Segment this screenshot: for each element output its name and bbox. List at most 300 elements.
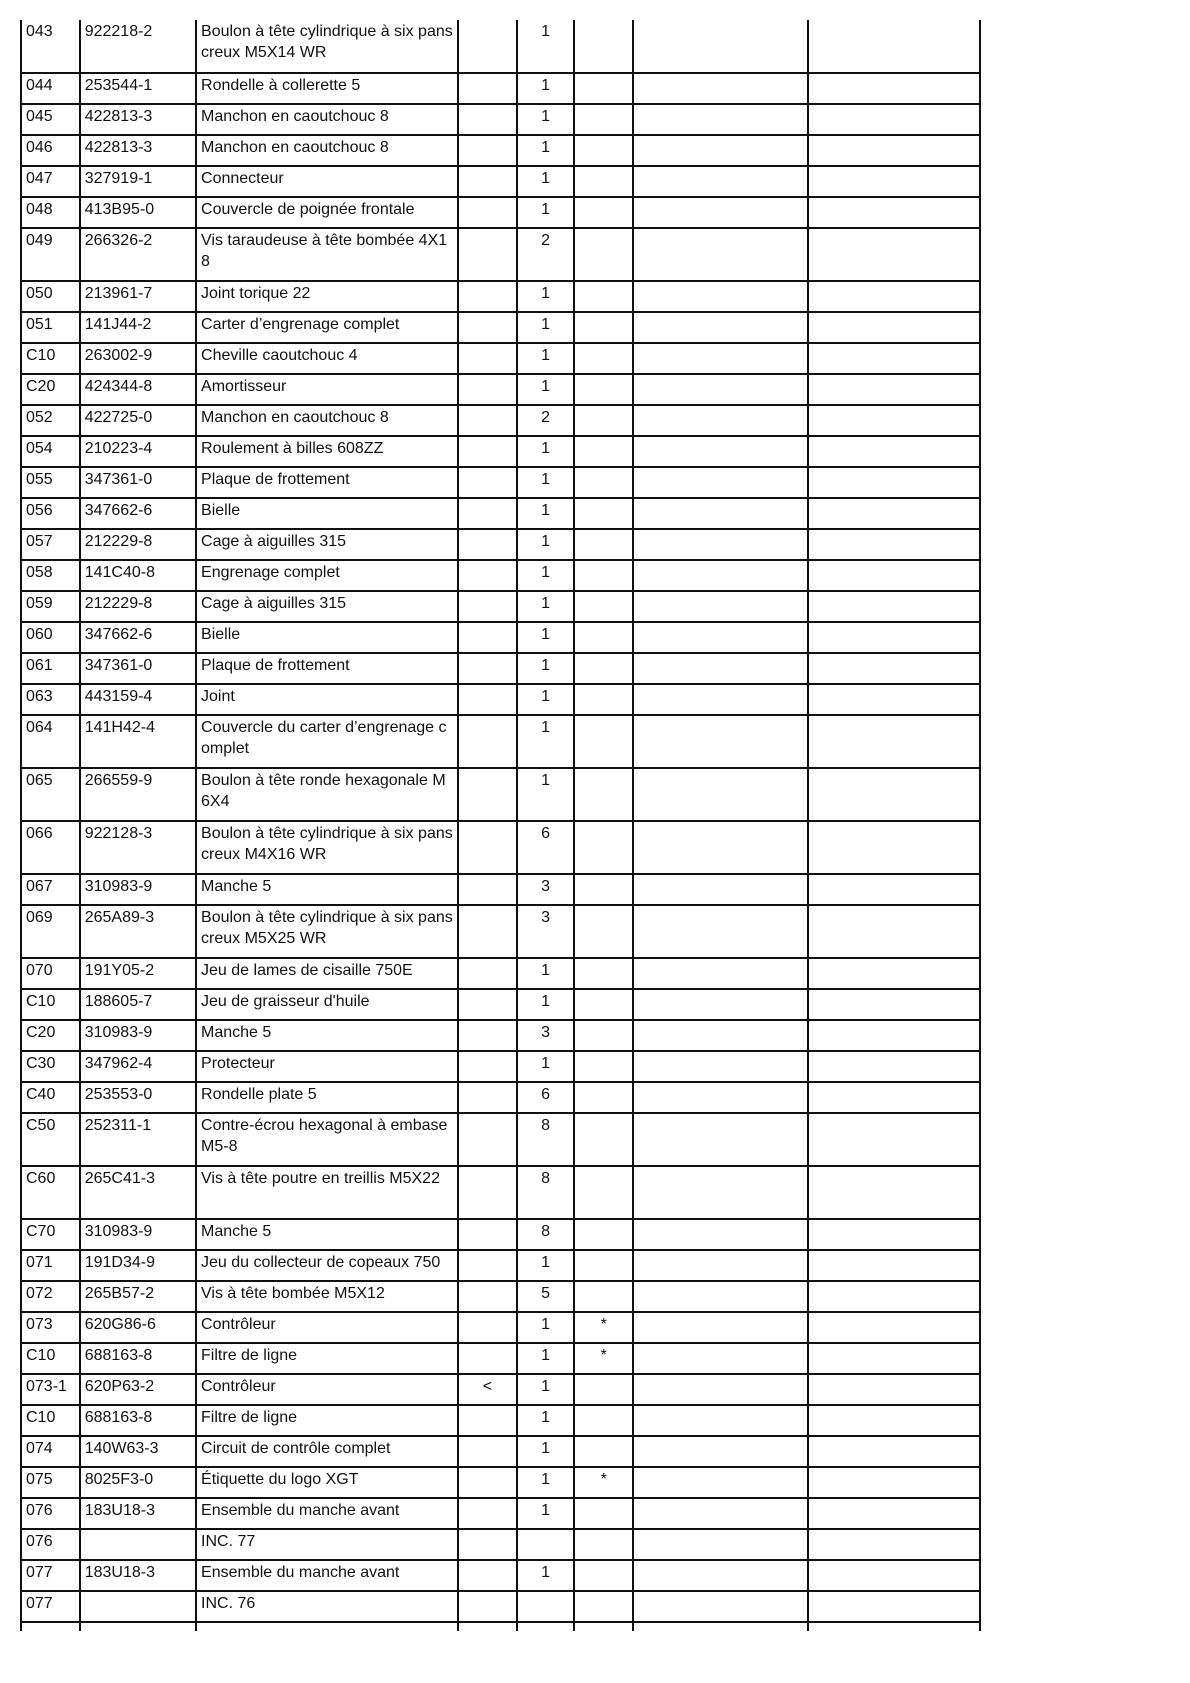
item-number-cell: 048	[21, 197, 80, 228]
item-number-cell: 066	[21, 821, 80, 874]
blank-cell	[633, 135, 808, 166]
table-row	[21, 1343, 980, 1374]
change-mark-cell	[458, 498, 517, 529]
change-mark-cell	[458, 1467, 517, 1498]
note-cell	[574, 467, 633, 498]
table-row	[21, 1082, 980, 1113]
blank-cell	[633, 821, 808, 874]
blank-cell	[808, 1312, 980, 1343]
part-number-cell: 213961-7	[80, 281, 196, 312]
description-cell: Cage à aiguilles 315	[196, 529, 458, 560]
table-row	[21, 20, 980, 73]
quantity-cell: 1	[517, 1250, 575, 1281]
part-number-cell: 922128-3	[80, 821, 196, 874]
part-number-cell: 212229-8	[80, 591, 196, 622]
note-cell	[574, 1591, 633, 1622]
quantity-cell: 1	[517, 197, 575, 228]
description-cell: Boulon à tête cylindrique à six pans creux M5X25 WR	[196, 905, 458, 958]
part-number-cell: 253553-0	[80, 1082, 196, 1113]
blank-cell	[808, 1560, 980, 1591]
description-cell: Cheville caoutchouc 4	[196, 343, 458, 374]
quantity-cell: 1	[517, 560, 575, 591]
part-number-cell: 310983-9	[80, 1219, 196, 1250]
blank-cell	[808, 73, 980, 104]
blank-cell	[633, 768, 808, 821]
quantity-cell: 1	[517, 1051, 575, 1082]
blank-cell	[633, 1498, 808, 1529]
item-number-cell: 071	[21, 1250, 80, 1281]
quantity-cell: 2	[517, 405, 575, 436]
item-number-cell: 045	[21, 104, 80, 135]
quantity-cell: 1	[517, 1560, 575, 1591]
blank-cell	[808, 1051, 980, 1082]
part-number-cell: 347962-4	[80, 1051, 196, 1082]
part-number-cell: 688163-8	[80, 1405, 196, 1436]
blank-cell	[633, 715, 808, 768]
blank-cell	[633, 684, 808, 715]
note-cell	[574, 73, 633, 104]
description-cell: Ensemble du manche avant	[196, 1560, 458, 1591]
change-mark-cell	[458, 1560, 517, 1591]
change-mark-cell: <	[458, 1374, 517, 1405]
part-number-cell: 310983-9	[80, 874, 196, 905]
item-number-cell: 050	[21, 281, 80, 312]
blank-cell	[808, 1281, 980, 1312]
blank-cell	[808, 405, 980, 436]
item-number-cell: 075	[21, 1467, 80, 1498]
table-row	[21, 104, 980, 135]
change-mark-cell	[458, 1405, 517, 1436]
change-mark-cell	[458, 684, 517, 715]
quantity-cell: 1	[517, 374, 575, 405]
note-cell	[574, 1082, 633, 1113]
blank-cell	[808, 135, 980, 166]
note-cell	[574, 197, 633, 228]
note-cell	[574, 104, 633, 135]
note-cell	[574, 591, 633, 622]
table-row	[21, 281, 980, 312]
blank-cell	[633, 560, 808, 591]
table-row	[21, 405, 980, 436]
table-row	[21, 1250, 980, 1281]
item-number-cell: 061	[21, 653, 80, 684]
quantity-cell: 1	[517, 958, 575, 989]
description-cell: Plaque de frottement	[196, 653, 458, 684]
quantity-cell: 1	[517, 1374, 575, 1405]
note-cell	[574, 768, 633, 821]
description-cell: INC. 77	[196, 1529, 458, 1560]
note-cell	[574, 343, 633, 374]
description-cell: Couvercle du carter d’engrenage complet	[196, 715, 458, 768]
table-row	[21, 653, 980, 684]
blank-cell	[808, 1622, 980, 1631]
note-cell	[574, 684, 633, 715]
description-cell: Filtre de ligne	[196, 1343, 458, 1374]
note-cell	[574, 166, 633, 197]
note-cell	[574, 1529, 633, 1560]
blank-cell	[808, 653, 980, 684]
note-cell	[574, 1051, 633, 1082]
part-number-cell: 265A89-3	[80, 905, 196, 958]
blank-cell	[633, 1166, 808, 1219]
blank-cell	[633, 1622, 808, 1631]
description-cell: Joint	[196, 684, 458, 715]
change-mark-cell	[458, 467, 517, 498]
blank-cell	[808, 560, 980, 591]
item-number-cell: C60	[21, 1166, 80, 1219]
blank-cell	[633, 228, 808, 281]
table-row	[21, 989, 980, 1020]
part-number-cell	[80, 1529, 196, 1560]
change-mark-cell	[458, 768, 517, 821]
note-cell	[574, 715, 633, 768]
description-cell: Manche 5	[196, 1020, 458, 1051]
blank-cell	[633, 1051, 808, 1082]
table-row	[21, 874, 980, 905]
quantity-cell: 1	[517, 1343, 575, 1374]
table-row	[21, 529, 980, 560]
blank-cell	[808, 104, 980, 135]
description-cell: Couvercle de poignée frontale	[196, 197, 458, 228]
blank-cell	[808, 684, 980, 715]
blank-cell	[808, 312, 980, 343]
table-row	[21, 1020, 980, 1051]
table-row	[21, 905, 980, 958]
note-cell	[574, 622, 633, 653]
quantity-cell: 1	[517, 1467, 575, 1498]
item-number-cell: 054	[21, 436, 80, 467]
blank-cell	[80, 1622, 196, 1631]
item-number-cell: 069	[21, 905, 80, 958]
blank-cell	[633, 73, 808, 104]
change-mark-cell	[458, 1343, 517, 1374]
blank-cell	[808, 1250, 980, 1281]
blank-cell	[808, 1405, 980, 1436]
blank-cell	[633, 312, 808, 343]
note-cell	[574, 1405, 633, 1436]
quantity-cell	[517, 1591, 575, 1622]
part-number-cell: 191Y05-2	[80, 958, 196, 989]
blank-cell	[808, 989, 980, 1020]
part-number-cell: 422813-3	[80, 135, 196, 166]
blank-cell	[633, 343, 808, 374]
description-cell: Filtre de ligne	[196, 1405, 458, 1436]
note-cell	[574, 1281, 633, 1312]
note-cell	[574, 1374, 633, 1405]
quantity-cell: 1	[517, 436, 575, 467]
description-cell: Cage à aiguilles 315	[196, 591, 458, 622]
description-cell: Contrôleur	[196, 1312, 458, 1343]
quantity-cell: 8	[517, 1113, 575, 1166]
change-mark-cell	[458, 529, 517, 560]
quantity-cell: 1	[517, 343, 575, 374]
note-cell	[574, 1250, 633, 1281]
item-number-cell: 055	[21, 467, 80, 498]
blank-cell	[633, 20, 808, 73]
item-number-cell: 044	[21, 73, 80, 104]
description-cell: Manche 5	[196, 1219, 458, 1250]
note-cell	[574, 498, 633, 529]
item-number-cell: 076	[21, 1529, 80, 1560]
blank-cell	[633, 1312, 808, 1343]
note-cell: *	[574, 1343, 633, 1374]
quantity-cell: 1	[517, 591, 575, 622]
quantity-cell: 8	[517, 1219, 575, 1250]
item-number-cell: 070	[21, 958, 80, 989]
quantity-cell: 1	[517, 135, 575, 166]
quantity-cell: 1	[517, 73, 575, 104]
note-cell	[574, 312, 633, 343]
quantity-cell: 1	[517, 622, 575, 653]
change-mark-cell	[458, 374, 517, 405]
description-cell: Protecteur	[196, 1051, 458, 1082]
item-number-cell: 073	[21, 1312, 80, 1343]
change-mark-cell	[458, 1051, 517, 1082]
change-mark-cell	[458, 821, 517, 874]
blank-cell	[808, 281, 980, 312]
blank-cell	[808, 1113, 980, 1166]
change-mark-cell	[458, 653, 517, 684]
blank-cell	[633, 653, 808, 684]
change-mark-cell	[458, 228, 517, 281]
part-number-cell: 922218-2	[80, 20, 196, 73]
change-mark-cell	[458, 1250, 517, 1281]
blank-cell	[808, 374, 980, 405]
quantity-cell: 1	[517, 498, 575, 529]
part-number-cell: 210223-4	[80, 436, 196, 467]
change-mark-cell	[458, 1219, 517, 1250]
part-number-cell: 347361-0	[80, 653, 196, 684]
note-cell	[574, 20, 633, 73]
change-mark-cell	[458, 958, 517, 989]
description-cell: Boulon à tête cylindrique à six pans creux M5X14 WR	[196, 20, 458, 73]
quantity-cell: 2	[517, 228, 575, 281]
description-cell: Contrôleur	[196, 1374, 458, 1405]
item-number-cell: 043	[21, 20, 80, 73]
blank-cell	[633, 1082, 808, 1113]
item-number-cell: C20	[21, 1020, 80, 1051]
part-number-cell: 183U18-3	[80, 1560, 196, 1591]
part-number-cell: 8025F3-0	[80, 1467, 196, 1498]
blank-cell	[633, 989, 808, 1020]
blank-cell	[633, 405, 808, 436]
blank-cell	[808, 768, 980, 821]
quantity-cell: 1	[517, 684, 575, 715]
table-row	[21, 312, 980, 343]
blank-cell	[808, 715, 980, 768]
description-cell: Connecteur	[196, 166, 458, 197]
table-row	[21, 374, 980, 405]
blank-cell	[633, 1467, 808, 1498]
change-mark-cell	[458, 312, 517, 343]
description-cell: Manchon en caoutchouc 8	[196, 104, 458, 135]
table-row-continuation	[21, 1622, 980, 1631]
blank-cell	[808, 1467, 980, 1498]
blank-cell	[633, 1374, 808, 1405]
note-cell	[574, 135, 633, 166]
table-row	[21, 1467, 980, 1498]
table-row	[21, 197, 980, 228]
blank-cell	[633, 281, 808, 312]
item-number-cell: 046	[21, 135, 80, 166]
description-cell: Vis à tête poutre en treillis M5X22	[196, 1166, 458, 1219]
note-cell	[574, 821, 633, 874]
description-cell: Bielle	[196, 622, 458, 653]
blank-cell	[808, 467, 980, 498]
change-mark-cell	[458, 20, 517, 73]
quantity-cell: 1	[517, 1312, 575, 1343]
change-mark-cell	[458, 436, 517, 467]
blank-cell	[633, 591, 808, 622]
description-cell: Manchon en caoutchouc 8	[196, 405, 458, 436]
part-number-cell: 413B95-0	[80, 197, 196, 228]
blank-cell	[808, 1219, 980, 1250]
note-cell	[574, 905, 633, 958]
quantity-cell: 6	[517, 821, 575, 874]
part-number-cell: 141H42-4	[80, 715, 196, 768]
blank-cell	[808, 343, 980, 374]
blank-cell	[633, 1250, 808, 1281]
note-cell	[574, 1166, 633, 1219]
table-row	[21, 228, 980, 281]
table-row	[21, 1219, 980, 1250]
blank-cell	[633, 197, 808, 228]
item-number-cell: 047	[21, 166, 80, 197]
change-mark-cell	[458, 905, 517, 958]
change-mark-cell	[458, 1281, 517, 1312]
change-mark-cell	[458, 1436, 517, 1467]
change-mark-cell	[458, 135, 517, 166]
change-mark-cell	[458, 281, 517, 312]
table-row	[21, 622, 980, 653]
quantity-cell: 1	[517, 768, 575, 821]
blank-cell	[633, 905, 808, 958]
table-row	[21, 1560, 980, 1591]
blank-cell	[808, 1082, 980, 1113]
blank-cell	[633, 104, 808, 135]
note-cell	[574, 405, 633, 436]
note-cell	[574, 653, 633, 684]
note-cell	[574, 374, 633, 405]
blank-cell	[808, 436, 980, 467]
blank-cell	[633, 1113, 808, 1166]
blank-cell	[808, 1374, 980, 1405]
blank-cell	[808, 1020, 980, 1051]
quantity-cell: 1	[517, 281, 575, 312]
change-mark-cell	[458, 622, 517, 653]
table-row	[21, 1374, 980, 1405]
note-cell	[574, 281, 633, 312]
part-number-cell: 310983-9	[80, 1020, 196, 1051]
note-cell	[574, 1436, 633, 1467]
quantity-cell: 1	[517, 715, 575, 768]
part-number-cell: 620G86-6	[80, 1312, 196, 1343]
description-cell: Jeu de graisseur d'huile	[196, 989, 458, 1020]
description-cell: Vis à tête bombée M5X12	[196, 1281, 458, 1312]
blank-cell	[633, 874, 808, 905]
change-mark-cell	[458, 1529, 517, 1560]
item-number-cell: 060	[21, 622, 80, 653]
blank-cell	[633, 1436, 808, 1467]
table-row	[21, 591, 980, 622]
blank-cell	[633, 374, 808, 405]
item-number-cell: C10	[21, 1405, 80, 1436]
item-number-cell: 063	[21, 684, 80, 715]
description-cell: Rondelle plate 5	[196, 1082, 458, 1113]
table-row	[21, 166, 980, 197]
note-cell: *	[574, 1467, 633, 1498]
change-mark-cell	[458, 104, 517, 135]
table-row	[21, 684, 980, 715]
blank-cell	[808, 20, 980, 73]
blank-cell	[633, 1219, 808, 1250]
blank-cell	[633, 1343, 808, 1374]
blank-cell	[633, 498, 808, 529]
item-number-cell: 077	[21, 1591, 80, 1622]
item-number-cell: 064	[21, 715, 80, 768]
quantity-cell: 1	[517, 166, 575, 197]
item-number-cell: 065	[21, 768, 80, 821]
note-cell	[574, 958, 633, 989]
table-row	[21, 1529, 980, 1560]
quantity-cell: 1	[517, 104, 575, 135]
part-number-cell: 266559-9	[80, 768, 196, 821]
blank-cell	[633, 436, 808, 467]
blank-cell	[633, 1405, 808, 1436]
blank-cell	[808, 1498, 980, 1529]
item-number-cell: C40	[21, 1082, 80, 1113]
description-cell: Manchon en caoutchouc 8	[196, 135, 458, 166]
description-cell: INC. 76	[196, 1591, 458, 1622]
item-number-cell: 056	[21, 498, 80, 529]
table-row	[21, 1591, 980, 1622]
description-cell: Jeu du collecteur de copeaux 750	[196, 1250, 458, 1281]
blank-cell	[633, 166, 808, 197]
table-row	[21, 1405, 980, 1436]
item-number-cell: 067	[21, 874, 80, 905]
change-mark-cell	[458, 405, 517, 436]
quantity-cell: 8	[517, 1166, 575, 1219]
part-number-cell: 252311-1	[80, 1113, 196, 1166]
note-cell	[574, 1560, 633, 1591]
part-number-cell: 188605-7	[80, 989, 196, 1020]
note-cell: *	[574, 1312, 633, 1343]
table-row	[21, 73, 980, 104]
item-number-cell: C10	[21, 989, 80, 1020]
item-number-cell: 077	[21, 1560, 80, 1591]
quantity-cell: 1	[517, 653, 575, 684]
part-number-cell: 620P63-2	[80, 1374, 196, 1405]
blank-cell	[808, 1343, 980, 1374]
description-cell: Plaque de frottement	[196, 467, 458, 498]
blank-cell	[808, 197, 980, 228]
part-number-cell: 212229-8	[80, 529, 196, 560]
description-cell: Boulon à tête ronde hexagonale M6X4	[196, 768, 458, 821]
item-number-cell: C70	[21, 1219, 80, 1250]
change-mark-cell	[458, 1113, 517, 1166]
quantity-cell: 1	[517, 989, 575, 1020]
quantity-cell: 5	[517, 1281, 575, 1312]
item-number-cell: 052	[21, 405, 80, 436]
note-cell	[574, 1113, 633, 1166]
quantity-cell: 6	[517, 1082, 575, 1113]
quantity-cell: 1	[517, 20, 575, 73]
description-cell: Rondelle à collerette 5	[196, 73, 458, 104]
blank-cell	[808, 1166, 980, 1219]
item-number-cell: C30	[21, 1051, 80, 1082]
table-row	[21, 1113, 980, 1166]
blank-cell	[808, 529, 980, 560]
